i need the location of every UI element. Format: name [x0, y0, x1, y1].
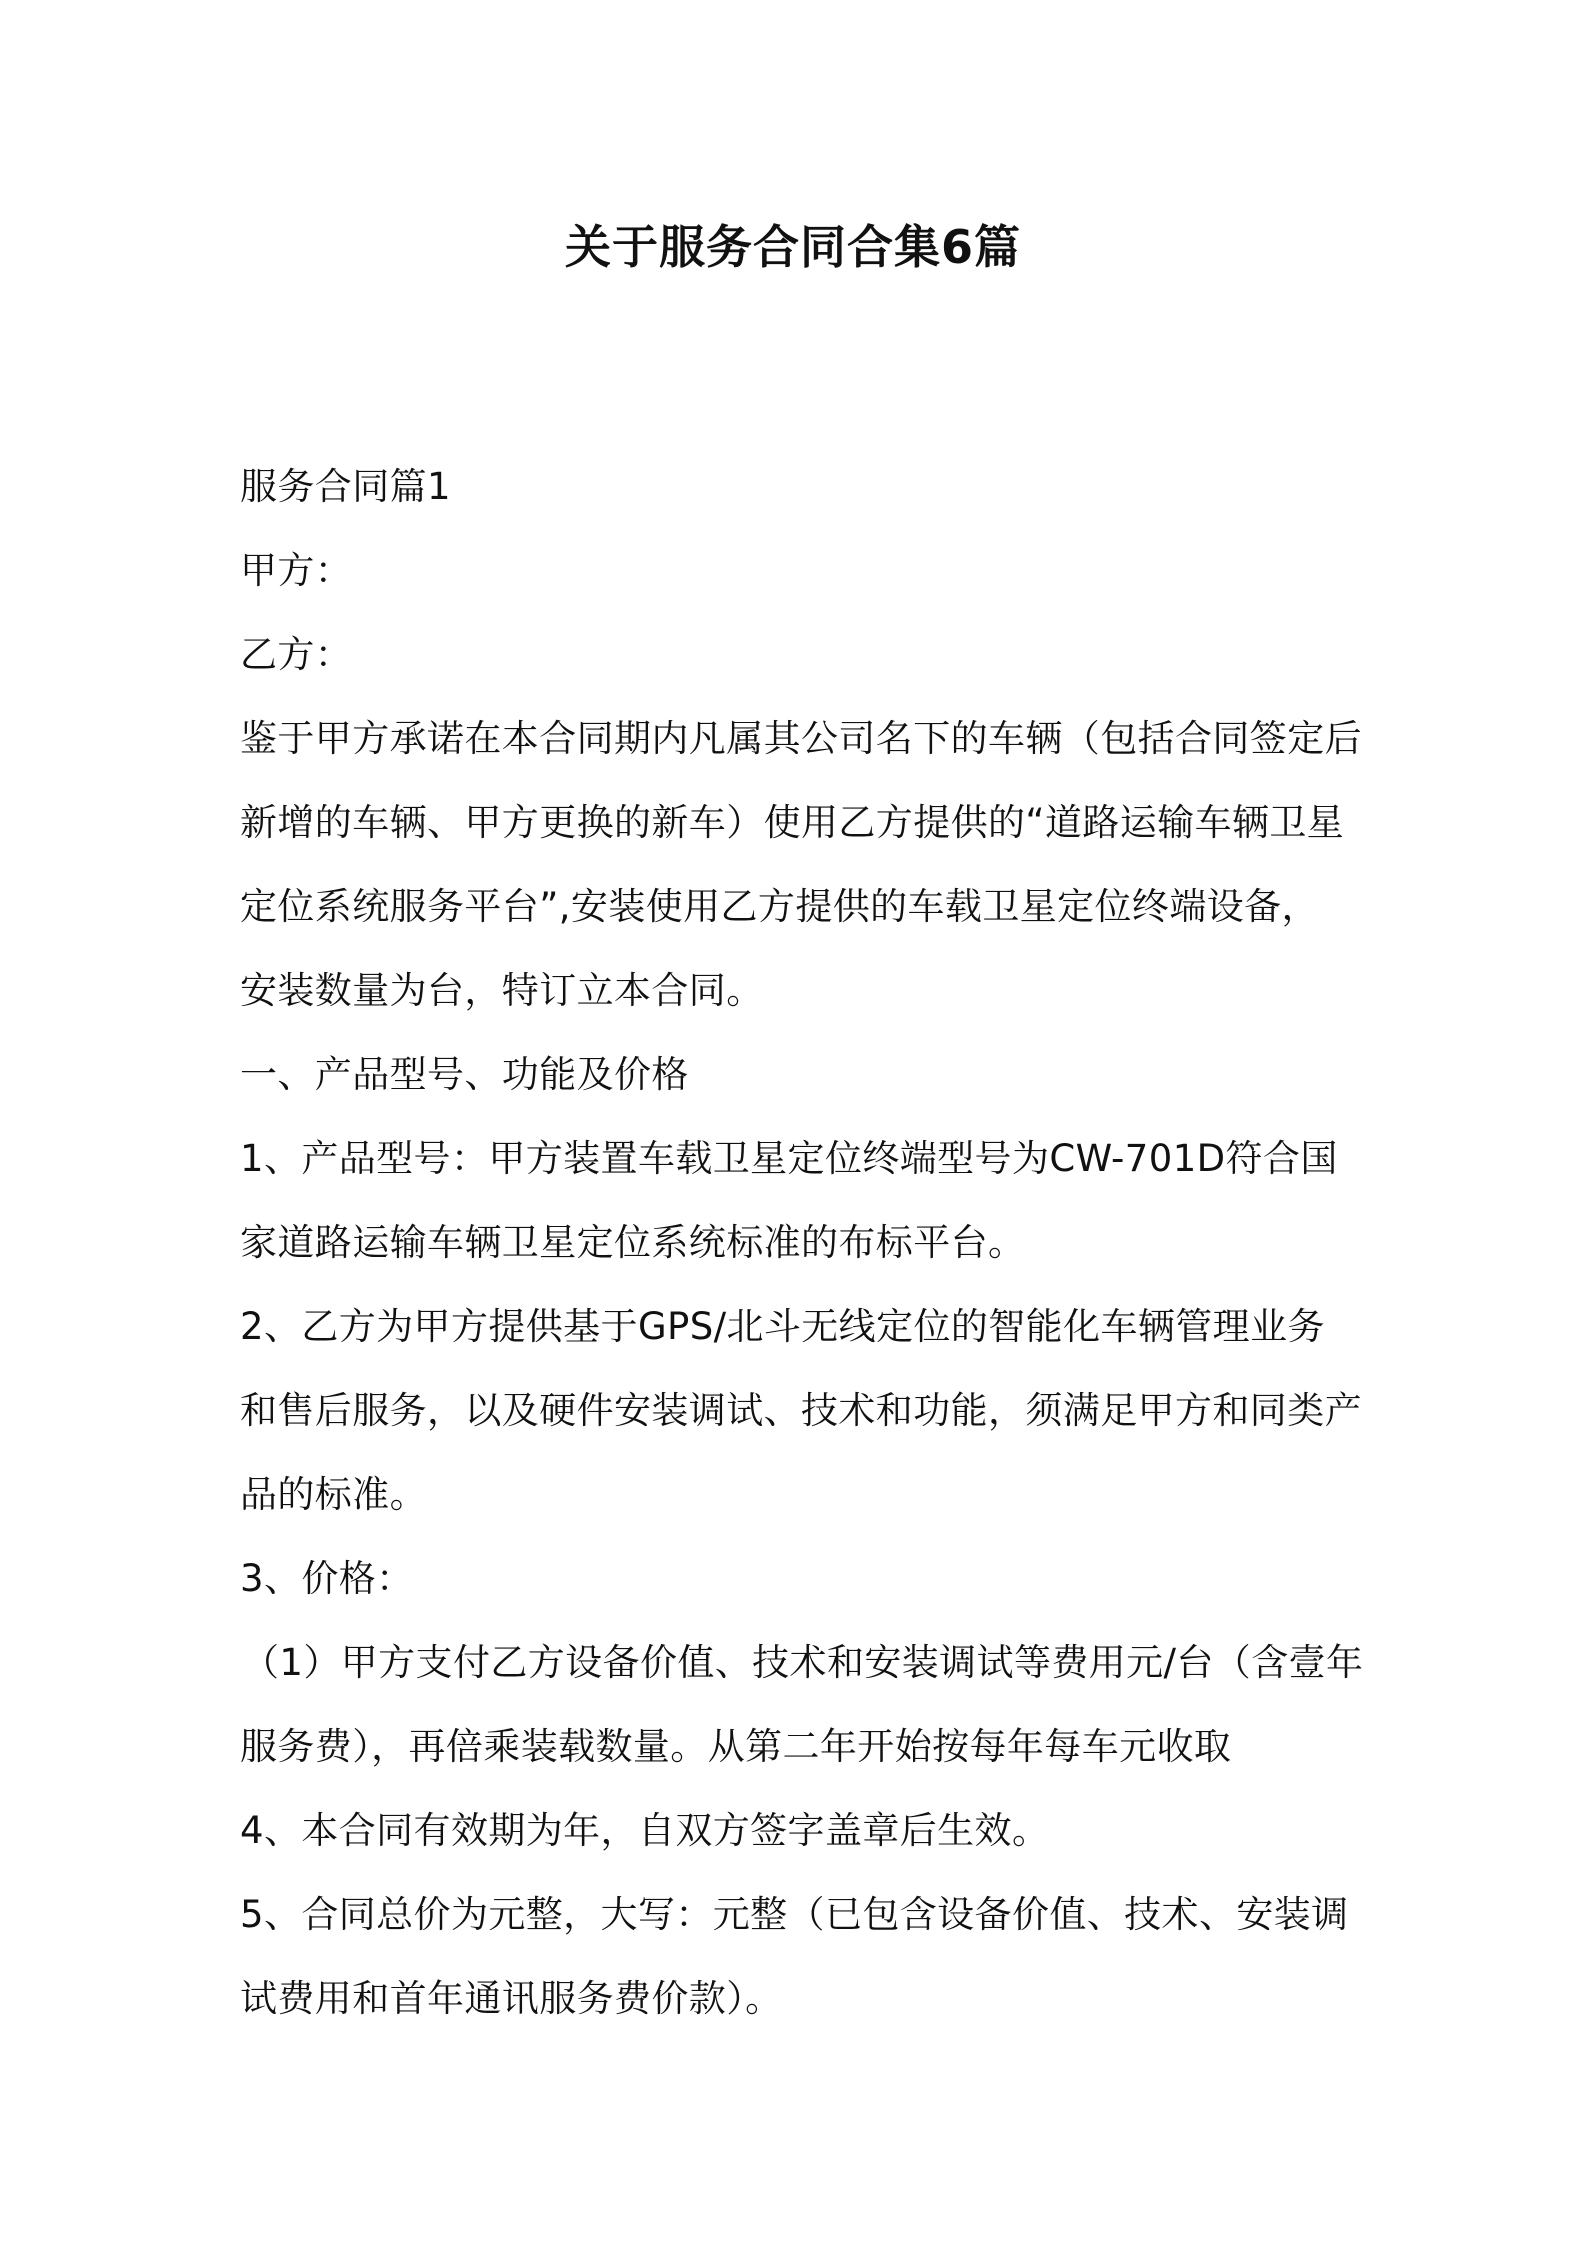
paragraph-line: 品的标准。	[240, 1473, 427, 1516]
paragraph-line: 服务费），再倍乘装载数量。从第二年开始按每年每车元收取	[240, 1725, 1232, 1768]
paragraph-line: 4、本合同有效期为年，自双方签字盖章后生效。	[240, 1809, 1050, 1852]
paragraph-line: 定位系统服务平台”,安装使用乙方提供的车载卫星定位终端设备，	[240, 885, 1319, 928]
paragraph-line: （1）甲方支付乙方设备价值、技术和安装调试等费用元/台（含壹年	[242, 1641, 1364, 1684]
paragraph-line: 新增的车辆、甲方更换的新车）使用乙方提供的“道路运输车辆卫星	[240, 801, 1345, 844]
paragraph-line: 安装数量为台，特订立本合同。	[240, 969, 764, 1012]
section-heading: 服务合同篇1	[240, 465, 451, 508]
paragraph-line: 试费用和首年通讯服务费价款）。	[240, 1977, 783, 2020]
paragraph-line: 1、产品型号：甲方装置车载卫星定位终端型号为CW-701D符合国	[240, 1137, 1338, 1180]
party-b-line: 乙方：	[240, 633, 353, 676]
paragraph-line: 家道路运输车辆卫星定位系统标准的布标平台。	[240, 1221, 1026, 1264]
paragraph-line: 5、合同总价为元整，大写：元整（已包含设备价值、技术、安装调	[240, 1893, 1349, 1936]
paragraph-line: 和售后服务，以及硬件安装调试、技术和功能，须满足甲方和同类产	[240, 1389, 1362, 1432]
clause-heading: 一、产品型号、功能及价格	[240, 1053, 689, 1096]
paragraph-line: 2、乙方为甲方提供基于GPS/北斗无线定位的智能化车辆管理业务	[240, 1305, 1325, 1348]
document-title: 关于服务合同合集6篇	[564, 220, 1021, 274]
party-a-line: 甲方：	[240, 549, 353, 592]
paragraph-line: 鉴于甲方承诺在本合同期内凡属其公司名下的车辆（包括合同签定后	[240, 717, 1362, 760]
paragraph-line: 3、价格：	[240, 1557, 414, 1600]
document-body	[240, 445, 1364, 2041]
